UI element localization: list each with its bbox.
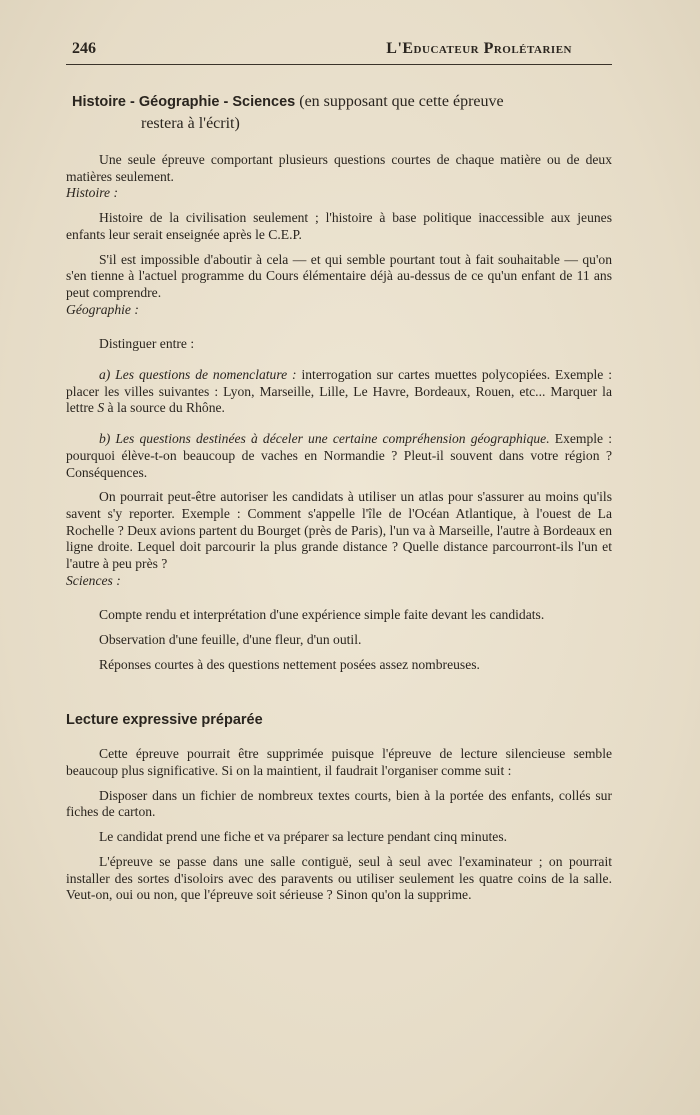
geographie-item-a-label: a) Les questions de nomenclature :: [99, 367, 297, 383]
geographie-item-a-end: à la source du Rhône.: [104, 400, 225, 416]
lecture-paragraph-2: Disposer dans un fichier de nombreux textes courts, bien à la portée des enfants, collés sur fiches de carton.: [66, 787, 612, 820]
page-number: 246: [72, 40, 96, 57]
section-heading-label: Histoire - Géographie - Sciences: [72, 94, 296, 110]
sciences-paragraph-1: Compte rendu et interprétation d'une expérience simple faite devant les candidats.: [99, 607, 545, 623]
section-heading-histoire-geographie-sciences: [66, 91, 612, 134]
sciences-paragraph-2: Observation d'une feuille, d'une fleur, d'un outil.: [99, 632, 362, 648]
intro-paragraph: Une seule épreuve comportant plusieurs questions courtes de chaque matière ou de deux matières seulement.: [66, 152, 612, 184]
section-heading-lecture: Lecture expressive préparée: [66, 711, 263, 728]
geographie-item-b-text: Exemple : pourquoi élève-t-on beaucoup de vaches en Normandie ? Pleut-il souvent dans votre région ? Conséquences.: [66, 431, 613, 480]
lecture-paragraph-1: Cette épreuve pourrait être supprimée puisque l'épreuve de lecture silencieuse semble beaucoup plus significative. Si on la maintient, il faudrait l'organiser comme suit :: [66, 746, 612, 778]
histoire-paragraph-2: S'il est impossible d'aboutir à cela — et qui semble pourtant tout à fait souhaitable — qu'on s'en tienne à l'actuel programme du Cours élémentaire déjà au-dessus de ce qu'un enfant de 11 ans peut comprendre.: [66, 251, 612, 300]
geographie-atlas-paragraph: On pourrait peut-être autoriser les candidats à utiliser un atlas pour s'assurer au moins qu'ils savent s'y reporter. Exemple : Comment s'appelle l'île de l'Océan Atlantique, à l'ouest de La Rochelle ? Deux avions partent du Bourget (près de Paris), l'un va à Marseille, l'autre à Bordeaux en ligne droite. Lequel doit parcourir la plus grande distance ? Quelle distance parcourront-ils l'un et l'autre à peu près ?: [66, 489, 612, 572]
subhead-sciences: Sciences :: [66, 572, 121, 588]
lecture-paragraph-3: Le candidat prend une fiche et va préparer sa lecture pendant cinq minutes.: [99, 829, 508, 845]
histoire-paragraph-1: Histoire de la civilisation seulement ; l'histoire à base politique inaccessible aux jeunes enfants leur serait enseignée après le C.E.P.: [66, 210, 612, 242]
geographie-item-a: [66, 367, 612, 417]
page-header: [66, 40, 612, 65]
subhead-geographie: Géographie :: [66, 301, 139, 317]
geographie-distinguer: Distinguer entre :: [99, 336, 195, 352]
geographie-item-a-text: interrogation sur cartes muettes polycopiées. Exemple : placer les villes suivantes : Lyon, Marseille, Lille, Le Havre, Bordeaux, Rouen, etc... Marquer la lettre: [66, 367, 613, 416]
journal-title: L'Educateur Prolétarien: [386, 40, 572, 57]
geographie-item-b: [66, 431, 612, 481]
subhead-histoire: Histoire :: [66, 185, 118, 201]
section-heading-note: (en supposant que cette épreuve: [299, 93, 504, 110]
section-heading-note-continued: restera à l'écrit): [141, 115, 240, 132]
geographie-item-a-letter: S: [97, 400, 105, 416]
sciences-paragraph-3: Réponses courtes à des questions nettement posées assez nombreuses.: [99, 656, 480, 672]
lecture-paragraph-4: L'épreuve se passe dans une salle contiguë, seul à seul avec l'examinateur ; on pourrait installer des sortes d'isoloirs avec des paravents ou utiliser seulement les quatre coins de la salle. Veut-on, oui ou non, que l'épreuve soit sérieuse ? Sinon qu'on la supprime.: [66, 853, 612, 903]
geographie-item-b-label: b) Les questions destinées à déceler une certaine compréhension géographique.: [99, 431, 550, 447]
article-body: [66, 91, 612, 904]
